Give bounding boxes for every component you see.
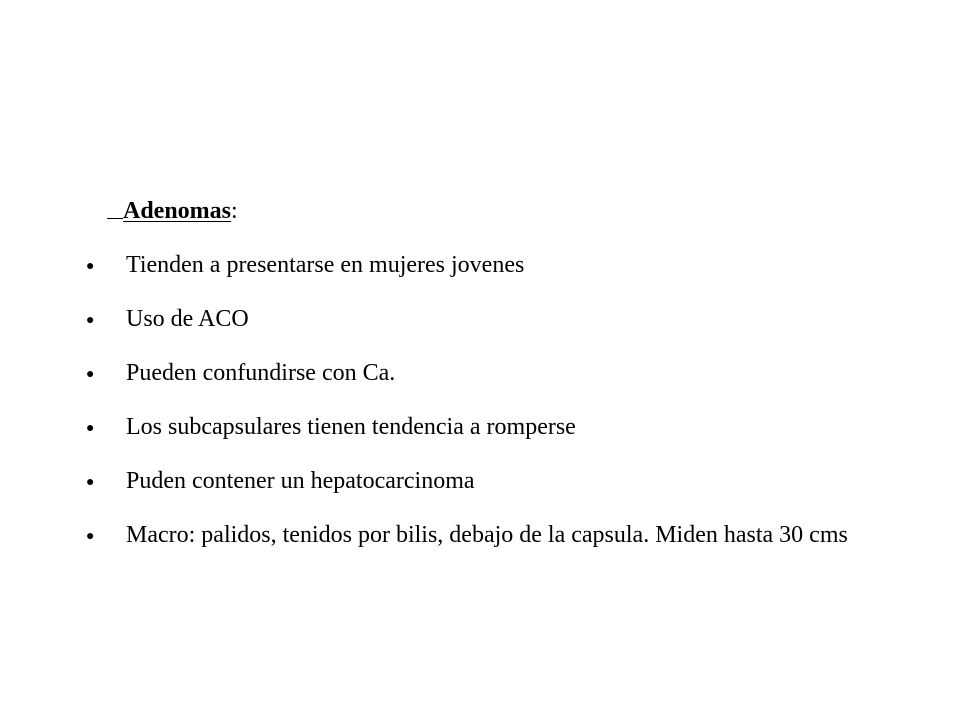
bullet-icon: ● [86, 421, 95, 436]
list-item [86, 250, 886, 280]
bullet-icon: ● [86, 367, 95, 382]
bullet-icon: ● [86, 475, 95, 490]
list-item-text: Tienden a presentarse en mujeres jovenes [126, 252, 525, 278]
bullet-icon: ● [86, 259, 95, 274]
heading-colon: : [231, 198, 238, 224]
list-item-text: Macro: palidos, tenidos por bilis, debajo de la capsula. Miden hasta 30 cms [126, 522, 848, 548]
list-item-text: Pueden confundirse con Ca. [126, 360, 396, 386]
list-item-text: Puden contener un hepatocarcinoma [126, 468, 475, 494]
list-item [86, 412, 886, 442]
heading-text: Adenomas [123, 198, 232, 224]
list-item-text: Uso de ACO [126, 306, 249, 332]
slide-title [107, 196, 238, 226]
list-item [86, 466, 886, 496]
list-item-text: Los subcapsulares tienen tendencia a romperse [126, 414, 576, 440]
list-item [86, 304, 886, 334]
bullet-icon: ● [86, 313, 95, 328]
bullet-icon: ● [86, 529, 95, 544]
title-underline-lead [107, 196, 123, 219]
bullet-list [86, 250, 886, 574]
list-item [86, 520, 886, 550]
list-item [86, 358, 886, 388]
